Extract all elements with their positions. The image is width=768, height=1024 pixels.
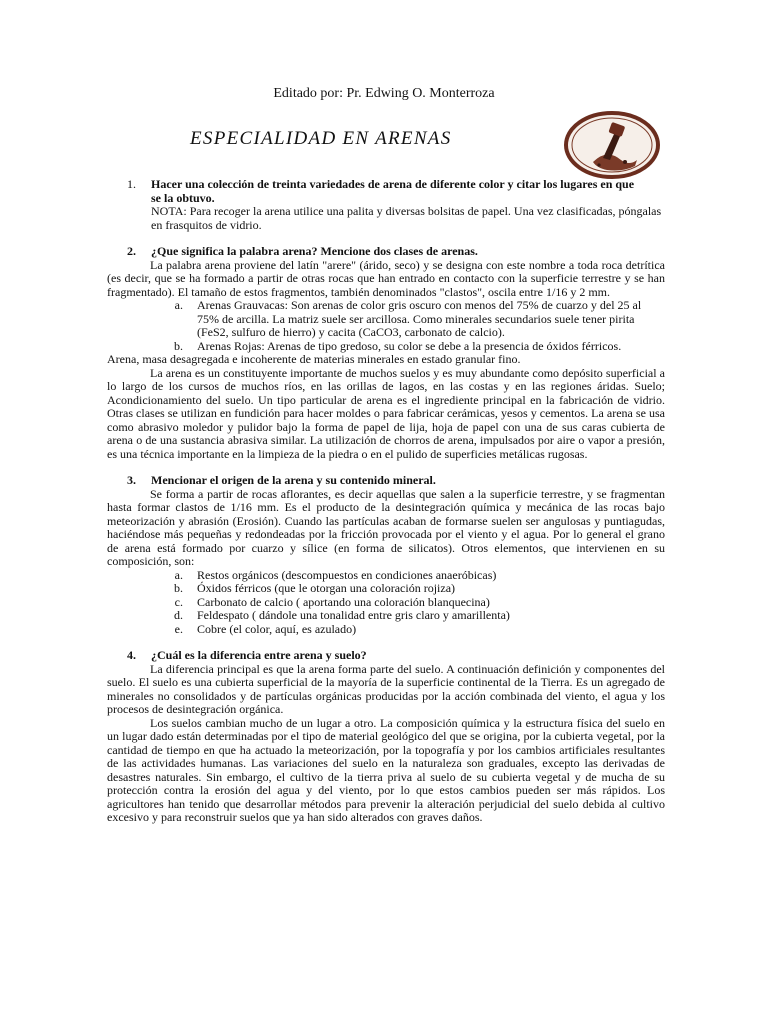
list-label: a.	[174, 567, 183, 582]
mineral-list	[107, 569, 665, 637]
list-text: Feldespato ( dándole una tonalidad entre gris claro y amarillenta)	[197, 608, 510, 622]
list-text: Arenas Rojas: Arenas de tipo gredoso, su color se debe a la presencia de óxidos férricos.	[197, 338, 622, 353]
question-note: NOTA: Para recoger la arena utilice una palita y diversas bolsitas de papel. Una vez clasificadas, póngalas en frasquitos de vidrio.	[151, 204, 662, 232]
list-text: Cobre (el color, aquí, es azulado)	[197, 621, 357, 636]
question-number: 3.	[127, 473, 136, 487]
list-item	[107, 569, 665, 583]
paragraph: Arena, masa desagregada e incoherente de materias minerales en estado granular fino.	[107, 352, 521, 366]
question-3	[107, 474, 665, 488]
question-heading: ¿Cuál es la diferencia entre arena y suelo?	[151, 648, 367, 662]
question-heading: Mencionar el origen de la arena y su contenido mineral.	[151, 473, 436, 487]
list-item	[107, 582, 665, 596]
list-label: a.	[174, 298, 183, 312]
paragraph: Los suelos cambian mucho de un lugar a otro. La composición química y la estructura física del suelo en un lugar dado están determinadas por el tipo de material geológico del que se origina, por la cubierta vegetal, por la cantidad de tiempo en que ha actuado la meteorización, por la topografía y por los cambios artificiales resultantes de las actividades humanas. Las variaciones del suelo en la naturaleza son graduales, excepto las derivadas de desastres naturales. Sin embargo, el cultivo de la tierra priva al suelo de su cubierta vegetal y de mucha de su protección contra la erosión del agua y del viento, por lo que estos cambios pueden ser más rápidos. Los agricultores han tenido que desarrollar métodos para prevenir la alteración perjudicial del suelo debida al cultivo excesivo y para reconstruir suelos que ya han sido alterados con graves daños.	[107, 715, 665, 824]
paragraph: Se forma a partir de rocas aflorantes, es decir aquellas que salen a la superficie terrestre, y se fragmentan hasta formar clastos de 1/16 mm. Es el producto de la desintegración química y mecánica de las rocas bajo meteorización y abrasión (Erosión). Cuando las partículas acaban de formarse suelen ser angulosas y puntiagudas, haciéndose más pequeñas y redondeadas por la fricción provocada por el viento y el agua. Por lo general el grano de arena está formado por cuarzo y sílice (en forma de silicatos). Otros elementos, que intervienen en su composición, son:	[107, 486, 665, 568]
specialty-badge-icon	[563, 110, 661, 180]
list-item	[107, 596, 665, 610]
question-number: 1.	[127, 177, 136, 191]
list-item	[107, 299, 665, 340]
list-label: c.	[174, 594, 183, 609]
paragraph: La arena es un constituyente importante de muchos suelos y es muy abundante como depósito superficial a lo largo de los cursos de muchos ríos, en las orillas de lagos, en las costas y en las regiones áridas. Suelo; Acondicionamiento del suelo. Un tipo particular de arena es el ingrediente principal en la fabricación de vidrio. Otras clases se utilizan en fundición para hacer moldes o para fabricar cerámicas, yesos y cementos. La arena se usa como abrasivo moledor y pulidor bajo la forma de papel de lija, hoja de papel con una de sus caras cubierta de arena o de una sustancia abrasiva similar. La utilización de chorros de arena, impulsados por aire o vapor a presión, es una técnica importante en la limpieza de la piedra o en el pulido de superficies metálicas rugosas.	[107, 365, 665, 461]
paragraph: La palabra arena proviene del latín "arere" (árido, seco) y se designa con este nombre a toda roca detrítica (es decir, que se ha formado a partir de otras rocas que han entrado en contacto con la superficie terrestre y se han fragmentado). El tamaño de estos fragmentos, también denominados "clastos", oscila entre 1/16 y 2 mm.	[107, 257, 665, 299]
list-text: Restos orgánicos (descompuestos en condiciones anaeróbicas)	[197, 567, 497, 582]
list-item	[107, 623, 665, 637]
question-number: 2.	[127, 244, 136, 258]
list-label: b.	[174, 338, 183, 353]
question-heading: ¿Que significa la palabra arena? Mencione dos clases de arenas.	[151, 244, 478, 258]
page-title: ESPECIALIDAD EN ARENAS	[190, 128, 452, 149]
list-item	[107, 609, 665, 623]
list-text: Arenas Grauvacas: Son arenas de color gris oscuro con menos del 75% de cuarzo y del 25 al 75% de arcilla. La matriz suele ser arcillosa. Como minerales secundarios suele tener pirita (FeS2, sulfuro de hierro) y cacita (CaCO3, carbonato de calcio).	[197, 298, 642, 339]
paragraph: La diferencia principal es que la arena forma parte del suelo. A continuación definición y componentes del suelo. El suelo es una cubierta superficial de la mayoría de la superficie continental de la Tierra. Es un agregado de minerales no consolidados y de partículas orgánicas producidas por la acción combinada del viento, el agua y los procesos de desintegración orgánica.	[107, 661, 665, 716]
list-label: e.	[174, 621, 183, 636]
list-text: Carbonato de calcio ( aportando una coloración blanquecina)	[197, 594, 490, 609]
question-4	[107, 649, 665, 663]
question-number: 4.	[127, 648, 136, 662]
question-heading: Hacer una colección de treinta variedades de arena de diferente color y citar los lugares en que se la obtuvo.	[151, 177, 635, 205]
list-item	[107, 340, 665, 354]
editor-credit: Editado por: Pr. Edwing O. Monterroza	[273, 86, 495, 101]
list-text: Óxidos férricos (que le otorgan una coloración rojiza)	[197, 581, 456, 595]
document-body	[107, 178, 665, 825]
question-2	[107, 245, 665, 259]
list-label: b.	[174, 581, 183, 595]
question-1	[107, 178, 665, 232]
list-label: d.	[174, 608, 183, 622]
